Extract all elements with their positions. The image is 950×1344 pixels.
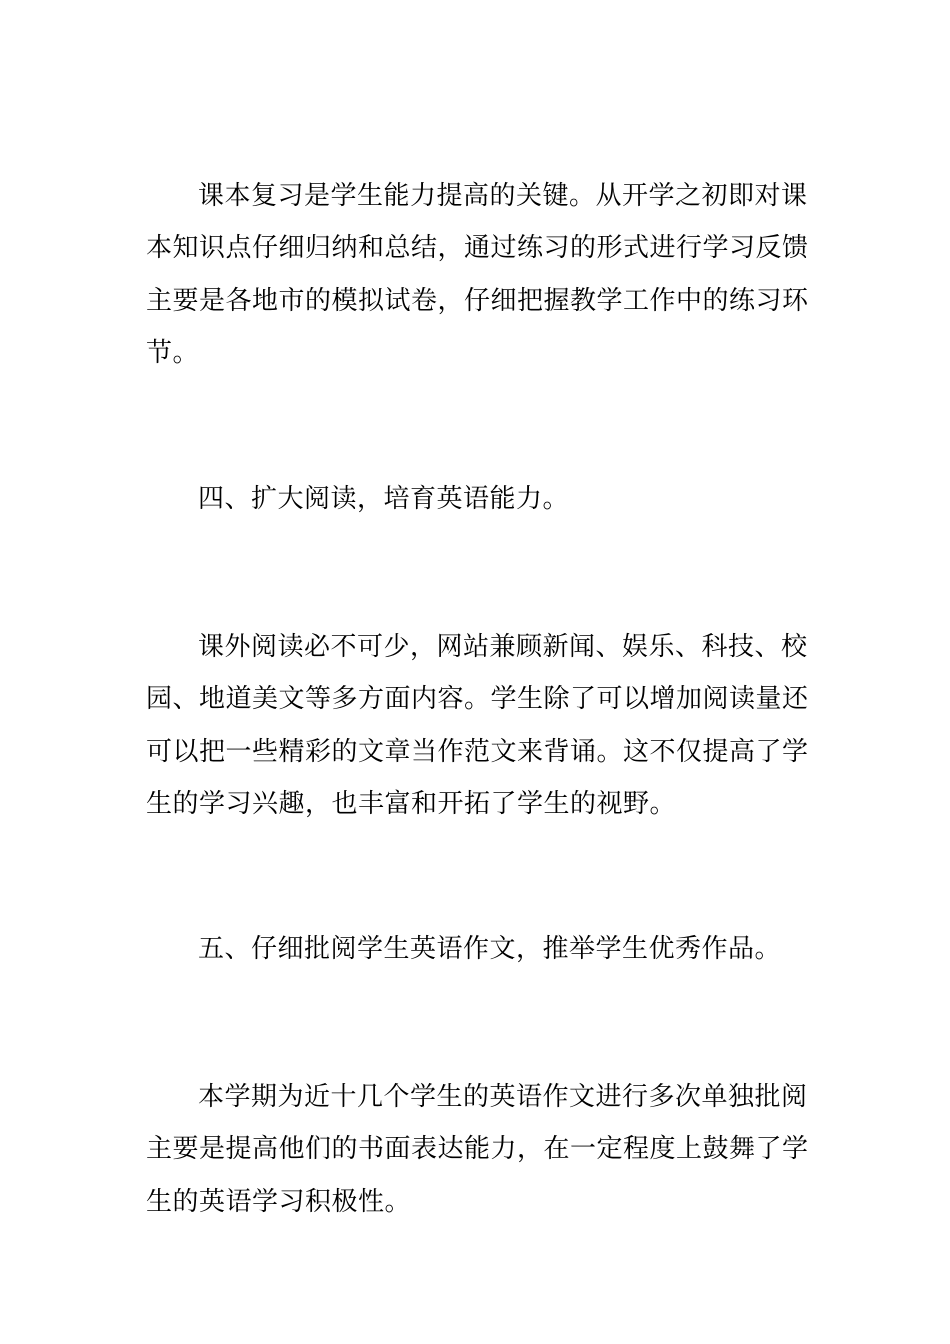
paragraph-line: 主要是提高他们的书面表达能力，在一定程度上鼓舞了学 <box>146 1134 809 1164</box>
paragraph-line: 主要是各地市的模拟试卷，仔细把握教学工作中的练习环 <box>146 286 809 316</box>
paragraph-line: 本知识点仔细归纳和总结，通过练习的形式进行学习反馈 <box>146 233 809 263</box>
paragraph-line: 园、地道美文等多方面内容。学生除了可以增加阅读量还 <box>146 684 809 714</box>
heading-line: 五、仔细批阅学生英语作文，推举学生优秀作品。 <box>198 934 782 964</box>
paragraph-line: 可以把一些精彩的文章当作范文来背诵。这不仅提高了学 <box>146 737 809 767</box>
paragraph-line: 生的英语学习积极性。 <box>146 1187 412 1217</box>
paragraph-line: 节。 <box>146 338 200 368</box>
heading-line: 四、扩大阅读，培育英语能力。 <box>198 484 570 514</box>
paragraph-line: 生的学习兴趣，也丰富和开拓了学生的视野。 <box>146 789 677 819</box>
paragraph-line: 本学期为近十几个学生的英语作文进行多次单独批阅 <box>198 1082 808 1112</box>
paragraph-line: 课外阅读必不可少，网站兼顾新闻、娱乐、科技、校 <box>198 632 808 662</box>
paragraph-line: 课本复习是学生能力提高的关键。从开学之初即对课 <box>198 181 808 211</box>
